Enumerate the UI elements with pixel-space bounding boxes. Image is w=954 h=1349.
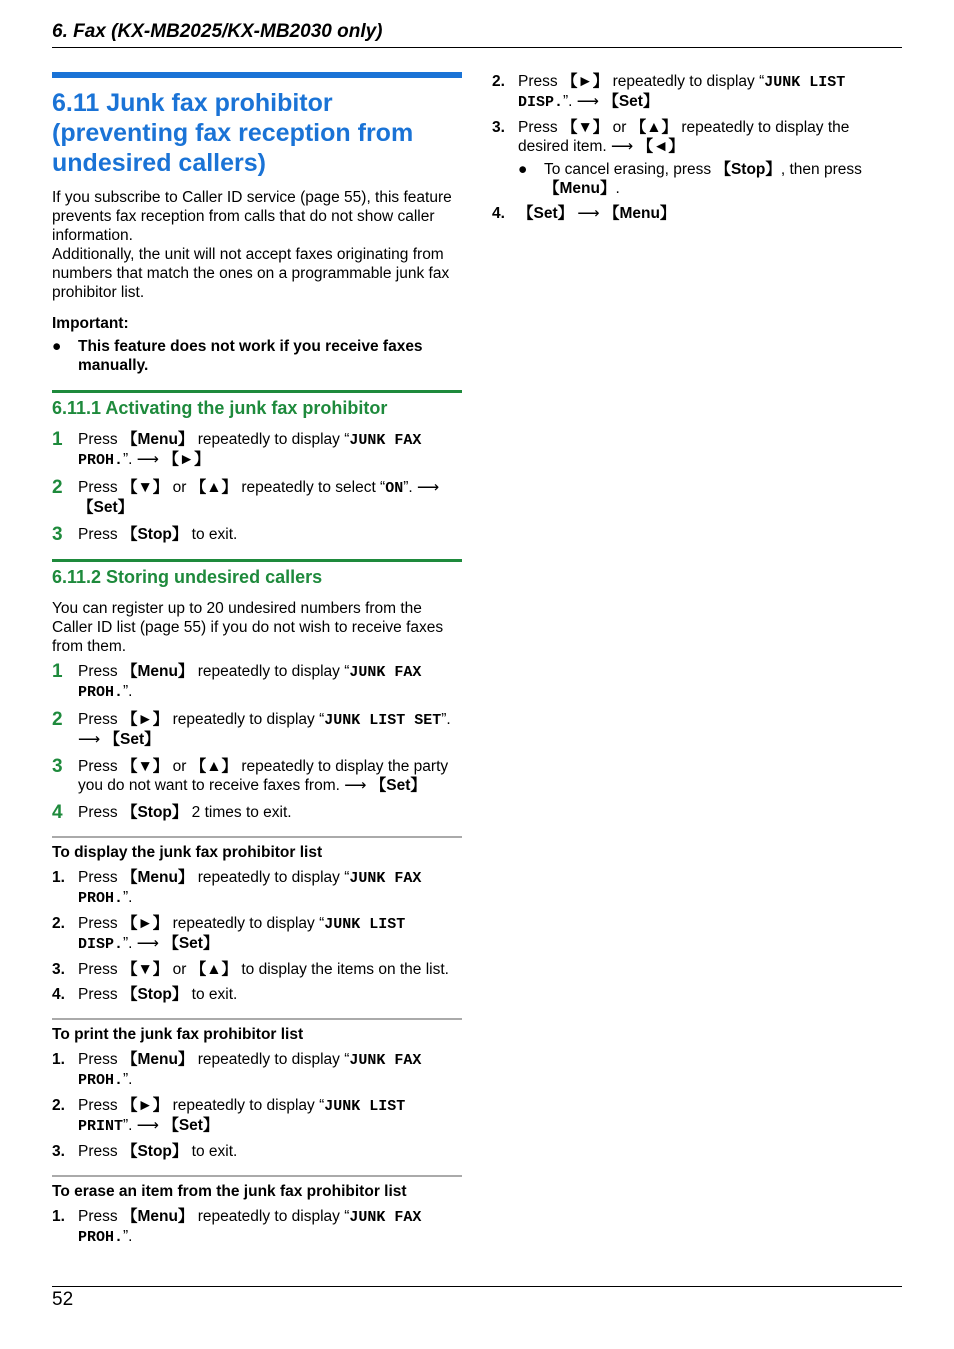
important-label: Important: <box>52 315 129 332</box>
intro-paragraph-2: Additionally, the unit will not accept faxes originating from numbers that match the ones on a programmable junk fax prohibitor list. <box>52 246 450 301</box>
title-rule <box>52 72 462 78</box>
bullet-icon: ● <box>52 338 62 355</box>
step-2: 2 Press 【▼】 or 【▲】 repeatedly to select “ON”. ⟶ 【Set】 <box>52 477 440 516</box>
list-item: 2. Press 【►】 repeatedly to display “JUNK LIST DISP.”. ⟶ 【Set】 <box>492 73 846 111</box>
subsection-title-activating: 6.11.1 Activating the junk fax prohibitor <box>52 398 388 418</box>
step-4: 4 Press 【Stop】 2 times to exit. <box>52 802 292 823</box>
list-item: 3. Press 【▼】 or 【▲】 to display the items on the list. <box>52 961 449 978</box>
list-item: 1. Press 【Menu】 repeatedly to display “JUNK FAX PROH.”. <box>52 869 422 907</box>
step-2: 2 Press 【►】 repeatedly to display “JUNK LIST SET”. ⟶ 【Set】 <box>52 709 451 748</box>
subheading-display: To display the junk fax prohibitor list <box>52 844 323 861</box>
section-title: 6.11 Junk fax prohibitor (preventing fax reception from undesired callers) <box>52 89 414 177</box>
step-3: 3 Press 【▼】 or 【▲】 repeatedly to display the party you do not want to receive faxes from. ⟶ 【Set】 <box>52 756 449 794</box>
intro-paragraph-1: If you subscribe to Caller ID service (page 55), this feature prevents fax reception from calls that do not show caller information. <box>52 189 452 244</box>
list-item: 1. Press 【Menu】 repeatedly to display “JUNK FAX PROH.”. <box>52 1051 422 1089</box>
bullet: ● To cancel erasing, press 【Stop】, then press 【Menu】. <box>518 161 862 197</box>
divider <box>52 1175 462 1177</box>
subsection-title-storing: 6.11.2 Storing undesired callers <box>52 567 323 587</box>
step-3: 3 Press 【Stop】 to exit. <box>52 524 238 545</box>
running-header: 6. Fax (KX-MB2025/KX-MB2030 only) <box>52 22 902 48</box>
subsection-rule <box>52 390 462 393</box>
subheading-print: To print the junk fax prohibitor list <box>52 1026 304 1043</box>
list-item: 3. Press 【▼】 or 【▲】 repeatedly to display the desired item. ⟶ 【◄】 ● To cancel erasing, press 【Stop】, then press 【Menu】. <box>492 118 902 198</box>
list-item: 4. Press 【Stop】 to exit. <box>52 986 238 1003</box>
list-item: 3. Press 【Stop】 to exit. <box>52 1143 238 1160</box>
subheading-erase: To erase an item from the junk fax prohibitor list <box>52 1183 407 1200</box>
list-item: 2. Press 【►】 repeatedly to display “JUNK LIST DISP.”. ⟶ 【Set】 <box>52 915 406 953</box>
subsection-rule <box>52 559 462 562</box>
left-column <box>52 72 462 1253</box>
page-number: 52 <box>52 1286 902 1309</box>
list-item: 4. 【Set】 ⟶ 【Menu】 <box>492 205 676 222</box>
divider <box>52 836 462 838</box>
step-1: 1 Press 【Menu】 repeatedly to display “JUNK FAX PROH.”. ⟶ 【►】 <box>52 429 422 469</box>
list-item: 2. Press 【►】 repeatedly to display “JUNK LIST PRINT”. ⟶ 【Set】 <box>52 1097 406 1135</box>
step-1: 1 Press 【Menu】 repeatedly to display “JUNK FAX PROH.”. <box>52 661 422 701</box>
important-text: This feature does not work if you receive faxes manually. <box>78 338 423 374</box>
important-bullet <box>52 337 462 375</box>
list-item: 1. Press 【Menu】 repeatedly to display “JUNK FAX PROH.”. <box>52 1208 422 1246</box>
right-column <box>492 72 902 229</box>
storing-intro: You can register up to 20 undesired numbers from the Caller ID list (page 55) if you do not wish to receive faxes from them. <box>52 600 444 655</box>
divider <box>52 1018 462 1020</box>
